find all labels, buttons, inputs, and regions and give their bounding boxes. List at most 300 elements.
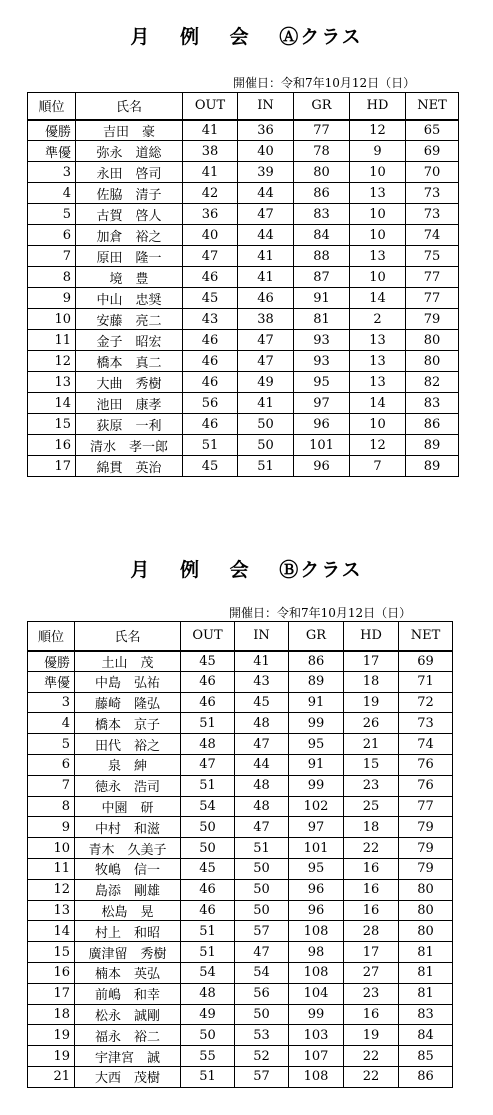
rank-cell: 19 — [28, 1046, 75, 1067]
hd-cell: 10 — [350, 162, 406, 183]
hd-cell: 14 — [350, 393, 406, 414]
in-cell: 48 — [235, 713, 289, 734]
table-row — [28, 713, 453, 734]
rank-cell: 6 — [28, 225, 76, 246]
gr-cell: 77 — [294, 120, 350, 141]
gr-cell: 95 — [294, 372, 350, 393]
in-cell: 50 — [235, 858, 289, 879]
gr-cell: 103 — [289, 1025, 344, 1046]
net-cell: 79 — [406, 309, 459, 330]
net-cell: 73 — [406, 204, 459, 225]
name-cell: 藤崎 隆弘 — [75, 692, 181, 713]
name-cell: 前嶋 和幸 — [75, 983, 181, 1004]
out-cell: 45 — [183, 288, 238, 309]
gr-cell: 98 — [289, 942, 344, 963]
header-hd: HD — [344, 622, 399, 651]
hd-cell: 22 — [344, 838, 399, 859]
out-cell: 51 — [181, 1066, 235, 1087]
net-cell: 77 — [399, 796, 453, 817]
header-net: NET — [406, 93, 459, 120]
name-cell: 中園 研 — [75, 796, 181, 817]
name-cell: 大曲 秀樹 — [76, 372, 183, 393]
gr-cell: 104 — [289, 983, 344, 1004]
table-row — [28, 692, 453, 713]
net-cell: 70 — [406, 162, 459, 183]
rank-cell: 12 — [28, 351, 76, 372]
out-cell: 49 — [181, 1004, 235, 1025]
rank-cell: 9 — [28, 288, 76, 309]
net-cell: 80 — [406, 330, 459, 351]
net-cell: 81 — [399, 983, 453, 1004]
table-row — [28, 372, 459, 393]
in-cell: 47 — [238, 330, 294, 351]
header-out: OUT — [181, 622, 235, 651]
out-cell: 54 — [181, 796, 235, 817]
table-row — [28, 1046, 453, 1067]
name-cell: 弥永 道総 — [76, 141, 183, 162]
gr-cell: 99 — [289, 713, 344, 734]
header-in: IN — [235, 622, 289, 651]
gr-cell: 91 — [289, 754, 344, 775]
hd-cell: 27 — [344, 962, 399, 983]
hd-cell: 18 — [344, 817, 399, 838]
table-row — [28, 414, 459, 435]
class-b-title-part: 例 — [179, 559, 201, 581]
out-cell: 45 — [181, 858, 235, 879]
gr-cell: 99 — [289, 775, 344, 796]
in-cell: 38 — [238, 309, 294, 330]
header-hd: HD — [350, 93, 406, 120]
hd-cell: 13 — [350, 330, 406, 351]
table-row — [28, 775, 453, 796]
table-row — [28, 1025, 453, 1046]
out-cell: 50 — [181, 1025, 235, 1046]
rank-cell: 18 — [28, 1004, 75, 1025]
out-cell: 41 — [183, 162, 238, 183]
name-cell: 中島 弘祐 — [75, 671, 181, 692]
net-cell: 74 — [399, 734, 453, 755]
out-cell: 47 — [183, 246, 238, 267]
hd-cell: 15 — [344, 754, 399, 775]
hd-cell: 10 — [350, 267, 406, 288]
in-cell: 54 — [235, 962, 289, 983]
name-cell: 安藤 亮二 — [76, 309, 183, 330]
rank-cell: 3 — [28, 692, 75, 713]
name-cell: 境 豊 — [76, 267, 183, 288]
hd-cell: 16 — [344, 1004, 399, 1025]
header-out: OUT — [183, 93, 238, 120]
net-cell: 85 — [399, 1046, 453, 1067]
net-cell: 80 — [399, 900, 453, 921]
table-row — [28, 671, 453, 692]
rank-cell: 17 — [28, 456, 76, 477]
name-cell: 中村 和滋 — [75, 817, 181, 838]
out-cell: 46 — [183, 330, 238, 351]
header-rank: 順位 — [28, 93, 76, 120]
net-cell: 83 — [399, 1004, 453, 1025]
hd-cell: 22 — [344, 1066, 399, 1087]
table-row — [28, 817, 453, 838]
net-cell: 89 — [406, 456, 459, 477]
class-b-date: 開催日：令和7年10月12日（日） — [229, 606, 412, 620]
hd-cell: 12 — [350, 435, 406, 456]
in-cell: 41 — [235, 651, 289, 672]
name-cell: 松島 晃 — [75, 900, 181, 921]
in-cell: 53 — [235, 1025, 289, 1046]
net-cell: 76 — [399, 754, 453, 775]
rank-cell: 5 — [28, 204, 76, 225]
in-cell: 52 — [235, 1046, 289, 1067]
in-cell: 44 — [235, 754, 289, 775]
class-b-title — [0, 555, 493, 582]
table-row — [28, 456, 459, 477]
hd-cell: 13 — [350, 351, 406, 372]
in-cell: 48 — [235, 796, 289, 817]
rank-cell: 9 — [28, 817, 75, 838]
gr-cell: 96 — [294, 414, 350, 435]
name-cell: 荻原 一利 — [76, 414, 183, 435]
net-cell: 79 — [399, 838, 453, 859]
rank-cell: 準優 — [28, 671, 75, 692]
gr-cell: 101 — [294, 435, 350, 456]
in-cell: 46 — [238, 288, 294, 309]
gr-cell: 108 — [289, 962, 344, 983]
net-cell: 77 — [406, 288, 459, 309]
in-cell: 47 — [238, 204, 294, 225]
in-cell: 50 — [238, 414, 294, 435]
in-cell: 47 — [235, 734, 289, 755]
rank-cell: 8 — [28, 267, 76, 288]
class-a-date: 開催日：令和7年10月12日（日） — [233, 76, 416, 90]
rank-cell: 5 — [28, 734, 75, 755]
name-cell: 清水 孝一郎 — [76, 435, 183, 456]
table-row — [28, 651, 453, 672]
hd-cell: 19 — [344, 692, 399, 713]
table-row — [28, 921, 453, 942]
out-cell: 50 — [181, 838, 235, 859]
gr-cell: 96 — [289, 879, 344, 900]
out-cell: 47 — [181, 754, 235, 775]
out-cell: 48 — [181, 983, 235, 1004]
gr-cell: 88 — [294, 246, 350, 267]
rank-cell: 優勝 — [28, 651, 75, 672]
name-cell: 廣津留 秀樹 — [75, 942, 181, 963]
out-cell: 46 — [183, 351, 238, 372]
out-cell: 46 — [181, 671, 235, 692]
rank-cell: 13 — [28, 372, 76, 393]
gr-cell: 108 — [289, 1066, 344, 1087]
in-cell: 56 — [235, 983, 289, 1004]
out-cell: 38 — [183, 141, 238, 162]
table-row — [28, 330, 459, 351]
hd-cell: 2 — [350, 309, 406, 330]
table-row — [28, 183, 459, 204]
table-row — [28, 900, 453, 921]
table-row — [28, 734, 453, 755]
class-a-title-part: 月 — [130, 26, 152, 48]
hd-cell: 18 — [344, 671, 399, 692]
hd-cell: 16 — [344, 900, 399, 921]
gr-cell: 97 — [294, 393, 350, 414]
class-a-title-part: Ⓐクラス — [279, 26, 363, 48]
net-cell: 82 — [406, 372, 459, 393]
name-cell: 加倉 裕之 — [76, 225, 183, 246]
hd-cell: 17 — [344, 651, 399, 672]
rank-cell: 21 — [28, 1066, 75, 1087]
out-cell: 46 — [183, 414, 238, 435]
out-cell: 51 — [181, 713, 235, 734]
net-cell: 80 — [399, 921, 453, 942]
in-cell: 48 — [235, 775, 289, 796]
out-cell: 46 — [181, 692, 235, 713]
gr-cell: 91 — [294, 288, 350, 309]
in-cell: 43 — [235, 671, 289, 692]
out-cell: 46 — [181, 879, 235, 900]
out-cell: 51 — [181, 921, 235, 942]
out-cell: 42 — [183, 183, 238, 204]
header-in: IN — [238, 93, 294, 120]
out-cell: 45 — [183, 456, 238, 477]
name-cell: 大西 茂樹 — [75, 1066, 181, 1087]
out-cell: 48 — [181, 734, 235, 755]
rank-cell: 16 — [28, 962, 75, 983]
class-b-title-part: Ⓑクラス — [279, 559, 363, 581]
net-cell: 65 — [406, 120, 459, 141]
class-b-title-part: 月 — [130, 559, 152, 581]
rank-cell: 4 — [28, 713, 75, 734]
rank-cell: 15 — [28, 414, 76, 435]
in-cell: 41 — [238, 246, 294, 267]
in-cell: 45 — [235, 692, 289, 713]
name-cell: 中山 忠奨 — [76, 288, 183, 309]
name-cell: 楠本 英弘 — [75, 962, 181, 983]
in-cell: 41 — [238, 267, 294, 288]
name-cell: 青木 久美子 — [75, 838, 181, 859]
table-header-row — [28, 93, 459, 120]
name-cell: 吉田 豪 — [76, 120, 183, 141]
in-cell: 39 — [238, 162, 294, 183]
out-cell: 43 — [183, 309, 238, 330]
rank-cell: 準優 — [28, 141, 76, 162]
hd-cell: 13 — [350, 372, 406, 393]
name-cell: 福永 裕二 — [75, 1025, 181, 1046]
table-row — [28, 267, 459, 288]
net-cell: 79 — [399, 817, 453, 838]
header-name: 氏名 — [75, 622, 181, 651]
name-cell: 土山 茂 — [75, 651, 181, 672]
header-gr: GR — [294, 93, 350, 120]
table-row — [28, 120, 459, 141]
in-cell: 47 — [238, 351, 294, 372]
rank-cell: 10 — [28, 838, 75, 859]
rank-cell: 8 — [28, 796, 75, 817]
rank-cell: 11 — [28, 330, 76, 351]
hd-cell: 10 — [350, 225, 406, 246]
net-cell: 86 — [406, 414, 459, 435]
in-cell: 50 — [235, 879, 289, 900]
out-cell: 56 — [183, 393, 238, 414]
name-cell: 佐脇 清子 — [76, 183, 183, 204]
in-cell: 41 — [238, 393, 294, 414]
net-cell: 77 — [406, 267, 459, 288]
gr-cell: 84 — [294, 225, 350, 246]
hd-cell: 12 — [350, 120, 406, 141]
header-name: 氏名 — [76, 93, 183, 120]
net-cell: 73 — [406, 183, 459, 204]
out-cell: 50 — [181, 817, 235, 838]
net-cell: 89 — [406, 435, 459, 456]
table-row — [28, 351, 459, 372]
net-cell: 81 — [399, 962, 453, 983]
name-cell: 綿貫 英治 — [76, 456, 183, 477]
rank-cell: 7 — [28, 246, 76, 267]
in-cell: 44 — [238, 225, 294, 246]
name-cell: 橋本 真二 — [76, 351, 183, 372]
out-cell: 46 — [183, 267, 238, 288]
in-cell: 36 — [238, 120, 294, 141]
table-row — [28, 435, 459, 456]
net-cell: 84 — [399, 1025, 453, 1046]
gr-cell: 99 — [289, 1004, 344, 1025]
hd-cell: 21 — [344, 734, 399, 755]
net-cell: 71 — [399, 671, 453, 692]
hd-cell: 25 — [344, 796, 399, 817]
out-cell: 51 — [183, 435, 238, 456]
out-cell: 40 — [183, 225, 238, 246]
in-cell: 51 — [235, 838, 289, 859]
in-cell: 49 — [238, 372, 294, 393]
gr-cell: 91 — [289, 692, 344, 713]
out-cell: 55 — [181, 1046, 235, 1067]
name-cell: 金子 昭宏 — [76, 330, 183, 351]
net-cell: 79 — [399, 858, 453, 879]
net-cell: 73 — [399, 713, 453, 734]
gr-cell: 89 — [289, 671, 344, 692]
hd-cell: 13 — [350, 183, 406, 204]
rank-cell: 15 — [28, 942, 75, 963]
net-cell: 80 — [406, 351, 459, 372]
out-cell: 46 — [183, 372, 238, 393]
table-row — [28, 858, 453, 879]
gr-cell: 96 — [289, 900, 344, 921]
gr-cell: 108 — [289, 921, 344, 942]
table-row — [28, 309, 459, 330]
class-a-title-part: 例 — [179, 26, 201, 48]
hd-cell: 14 — [350, 288, 406, 309]
net-cell: 69 — [399, 651, 453, 672]
gr-cell: 86 — [289, 651, 344, 672]
rank-cell: 7 — [28, 775, 75, 796]
gr-cell: 81 — [294, 309, 350, 330]
rank-cell: 6 — [28, 754, 75, 775]
name-cell: 島添 剛雄 — [75, 879, 181, 900]
name-cell: 永田 啓司 — [76, 162, 183, 183]
hd-cell: 16 — [344, 858, 399, 879]
table-row — [28, 1066, 453, 1087]
table-row — [28, 962, 453, 983]
in-cell: 50 — [238, 435, 294, 456]
hd-cell: 7 — [350, 456, 406, 477]
header-gr: GR — [289, 622, 344, 651]
rank-cell: 10 — [28, 309, 76, 330]
hd-cell: 22 — [344, 1046, 399, 1067]
out-cell: 51 — [181, 942, 235, 963]
name-cell: 牧嶋 信一 — [75, 858, 181, 879]
rank-cell: 13 — [28, 900, 75, 921]
rank-cell: 14 — [28, 393, 76, 414]
in-cell: 50 — [235, 900, 289, 921]
table-row — [28, 796, 453, 817]
net-cell: 69 — [406, 141, 459, 162]
out-cell: 54 — [181, 962, 235, 983]
name-cell: 松永 誠剛 — [75, 1004, 181, 1025]
class-a-results-table — [27, 92, 459, 477]
table-row — [28, 393, 459, 414]
rank-cell: 4 — [28, 183, 76, 204]
class-b-results-table — [27, 621, 453, 1088]
header-net: NET — [399, 622, 453, 651]
name-cell: 泉 紳 — [75, 754, 181, 775]
out-cell: 41 — [183, 120, 238, 141]
hd-cell: 17 — [344, 942, 399, 963]
name-cell: 宇津宮 誠 — [75, 1046, 181, 1067]
net-cell: 74 — [406, 225, 459, 246]
table-row — [28, 225, 459, 246]
net-cell: 81 — [399, 942, 453, 963]
in-cell: 57 — [235, 1066, 289, 1087]
table-row — [28, 838, 453, 859]
gr-cell: 78 — [294, 141, 350, 162]
gr-cell: 80 — [294, 162, 350, 183]
hd-cell: 23 — [344, 983, 399, 1004]
table-row — [28, 288, 459, 309]
hd-cell: 23 — [344, 775, 399, 796]
net-cell: 86 — [399, 1066, 453, 1087]
gr-cell: 101 — [289, 838, 344, 859]
net-cell: 75 — [406, 246, 459, 267]
name-cell: 原田 隆一 — [76, 246, 183, 267]
hd-cell: 9 — [350, 141, 406, 162]
rank-cell: 19 — [28, 1025, 75, 1046]
in-cell: 50 — [235, 1004, 289, 1025]
rank-cell: 3 — [28, 162, 76, 183]
rank-cell: 14 — [28, 921, 75, 942]
in-cell: 40 — [238, 141, 294, 162]
gr-cell: 93 — [294, 351, 350, 372]
out-cell: 51 — [181, 775, 235, 796]
rank-cell: 11 — [28, 858, 75, 879]
gr-cell: 96 — [294, 456, 350, 477]
hd-cell: 19 — [344, 1025, 399, 1046]
net-cell: 76 — [399, 775, 453, 796]
table-row — [28, 204, 459, 225]
name-cell: 池田 康孝 — [76, 393, 183, 414]
in-cell: 47 — [235, 817, 289, 838]
gr-cell: 95 — [289, 734, 344, 755]
class-a-title — [0, 22, 493, 49]
in-cell: 44 — [238, 183, 294, 204]
hd-cell: 26 — [344, 713, 399, 734]
gr-cell: 95 — [289, 858, 344, 879]
table-row — [28, 879, 453, 900]
rank-cell: 17 — [28, 983, 75, 1004]
table-row — [28, 246, 459, 267]
hd-cell: 10 — [350, 414, 406, 435]
name-cell: 村上 和昭 — [75, 921, 181, 942]
gr-cell: 83 — [294, 204, 350, 225]
table-row — [28, 141, 459, 162]
rank-cell: 12 — [28, 879, 75, 900]
